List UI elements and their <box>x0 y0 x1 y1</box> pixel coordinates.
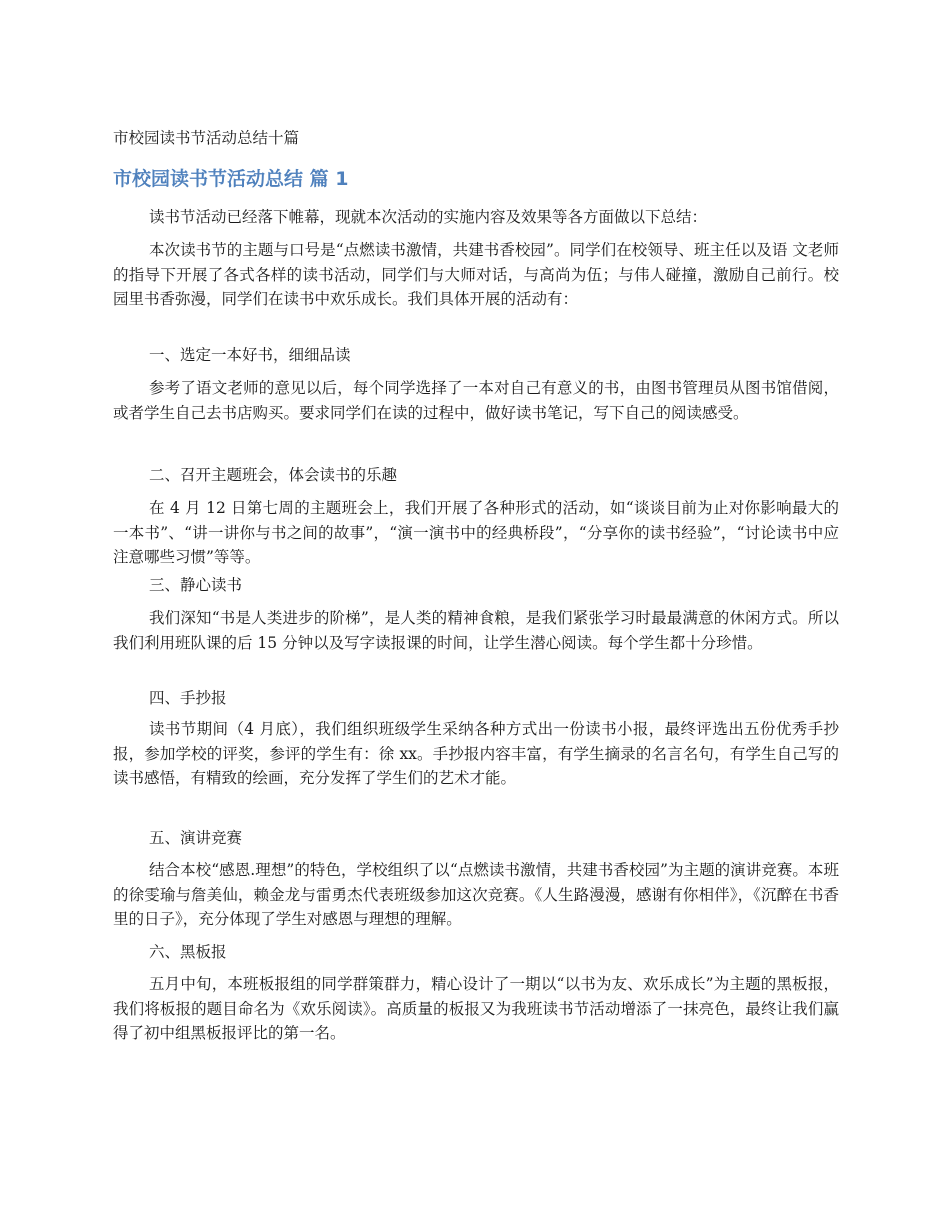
item-heading-1: 一、选定一本好书，细细品读 <box>149 346 351 364</box>
item-heading-5: 五、演讲竞赛 <box>149 829 243 847</box>
item-body-2: 在 4 月 12 日第七周的主题班会上，我们开展了各种形式的活动，如“谈谈目前为止对你影响最大的一本书”、“讲一讲你与书之间的故事”，“演一演书中的经典桥段”，“分享你的读书经验”，“讨论读书中应注意哪些习惯”等等。 <box>113 499 839 566</box>
intro-paragraph: 读书节活动已经落下帷幕，现就本次活动的实施内容及效果等各方面做以下总结： <box>149 208 708 226</box>
document-title: 市校园读书节活动总结十篇 <box>113 129 300 147</box>
item-body-4: 读书节期间（4 月底），我们组织班级学生采纳各种方式出一份读书小报，最终评选出五份优秀手抄报，参加学校的评奖，参评的学生有：徐 xx。手抄报内容丰富，有学生摘录的名言名句，有学生自己写的读书感悟，有精致的绘画，充分发挥了学生们的艺术才能。 <box>113 720 839 787</box>
item-body-6: 五月中旬，本班板报组的同学群策群力，精心设计了一期以“以书为友、欢乐成长”为主题的黑板报，我们将板报的题目命名为《欢乐阅读》。高质量的板报又为我班读书节活动增添了一抹亮色，最终让我们赢得了初中组黑板报评比的第一名。 <box>113 975 839 1042</box>
item-heading-6: 六、黑板报 <box>149 943 227 961</box>
item-body-1: 参考了语文老师的意见以后，每个同学选择了一本对自己有意义的书，由图书管理员从图书馆借阅，或者学生自己去书店购买。要求同学们在读的过程中，做好读书笔记，写下自己的阅读感受。 <box>113 379 839 422</box>
item-heading-3: 三、静心读书 <box>149 576 243 594</box>
item-heading-4: 四、手抄报 <box>149 689 227 707</box>
item-body-3: 我们深知“书是人类进步的阶梯”，是人类的精神食粮，是我们紧张学习时最最满意的休闲方式。所以我们利用班队课的后 15 分钟以及写字读报课的时间，让学生潜心阅读。每个学生都十分珍惜。 <box>113 609 839 652</box>
theme-paragraph: 本次读书节的主题与口号是“点燃读书激情，共建书香校园”。同学们在校领导、班主任以及语 文老师的指导下开展了各式各样的读书活动，同学们与大师对话，与高尚为伍；与伟人碰撞，激励自己前行。校园里书香弥漫，同学们在读书中欢乐成长。我们具体开展的活动有： <box>113 241 839 308</box>
item-heading-2: 二、召开主题班会，体会读书的乐趣 <box>149 466 398 484</box>
item-body-5: 结合本校“感恩.理想”的特色，学校组织了以“点燃读书激情，共建书香校园”为主题的演讲竞赛。本班的徐雯瑜与詹美仙，赖金龙与雷勇杰代表班级参加这次竞赛。《人生路漫漫，感谢有你相伴》，《沉醉在书香里的日子》，充分体现了学生对感恩与理想的理解。 <box>113 861 839 928</box>
section-heading: 市校园读书节活动总结 篇 1 <box>113 168 349 190</box>
